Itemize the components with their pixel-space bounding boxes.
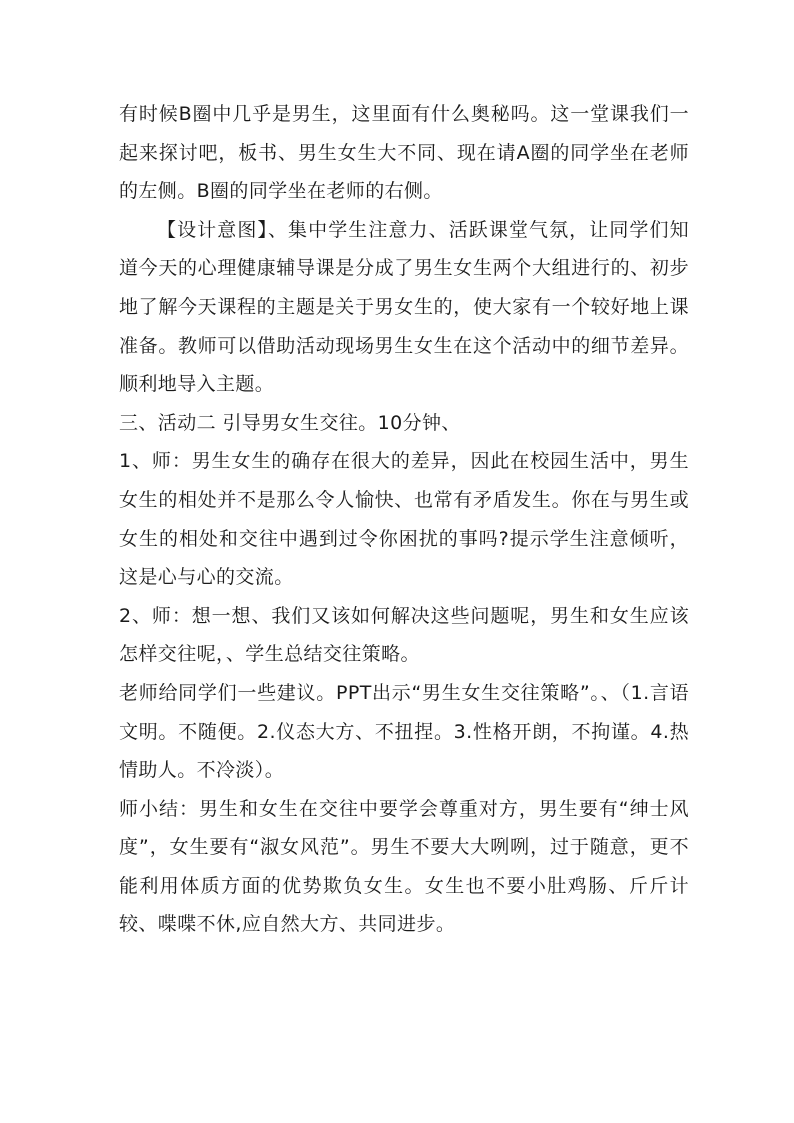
paragraph-step-1: 1、师：男生女生的确存在很大的差异，因此在校园生活中，男生女生的相处并不是那么令人愉快、也常有矛盾发生。你在与男生或女生的相处和交往中遇到过令你困扰的事吗?提示学生注意倾听，这是心与心的交流。 <box>119 450 689 589</box>
document-body <box>119 95 689 944</box>
paragraph-teacher-summary: 师小结：男生和女生在交往中要学会尊重对方，男生要有“绅士风度”，女生要有“淑女风范”。男生不要大大咧咧，过于随意，更不能利用体质方面的优势欺负女生。女生也不要小肚鸡肠、斤斤计较、喋喋不休,应自然大方、共同进步。 <box>119 797 689 936</box>
paragraph-teacher-suggestions: 老师给同学们一些建议。PPT出示“男生女生交往策略”。、（1.言语文明。不随便。2.仪态大方、不扭捏。3.性格开朗，不拘谨。4.热情助人。不冷淡）。 <box>119 681 689 782</box>
paragraph-step-2: 2、师：想一想、我们又该如何解决这些问题呢，男生和女生应该怎样交往呢，、学生总结交往策略。 <box>119 604 689 666</box>
paragraph-intro-continuation: 有时候B圈中几乎是男生，这里面有什么奥秘吗。这一堂课我们一起来探讨吧，板书、男生女生大不同、现在请A圈的同学坐在老师的左侧。B圈的同学坐在老师的右侧。 <box>119 103 689 203</box>
paragraph-design-intent: 【设计意图】、集中学生注意力、活跃课堂气氛，让同学们知道今天的心理健康辅导课是分成了男生女生两个大组进行的、初步地了解今天课程的主题是关于男女生的，使大家有一个较好地上课准备。教师可以借助活动现场男生女生在这个活动中的细节差异。顺利地导入主题。 <box>119 218 689 396</box>
section-heading-activity-two: 三、活动二 引导男女生交往。10分钟、 <box>119 411 461 434</box>
